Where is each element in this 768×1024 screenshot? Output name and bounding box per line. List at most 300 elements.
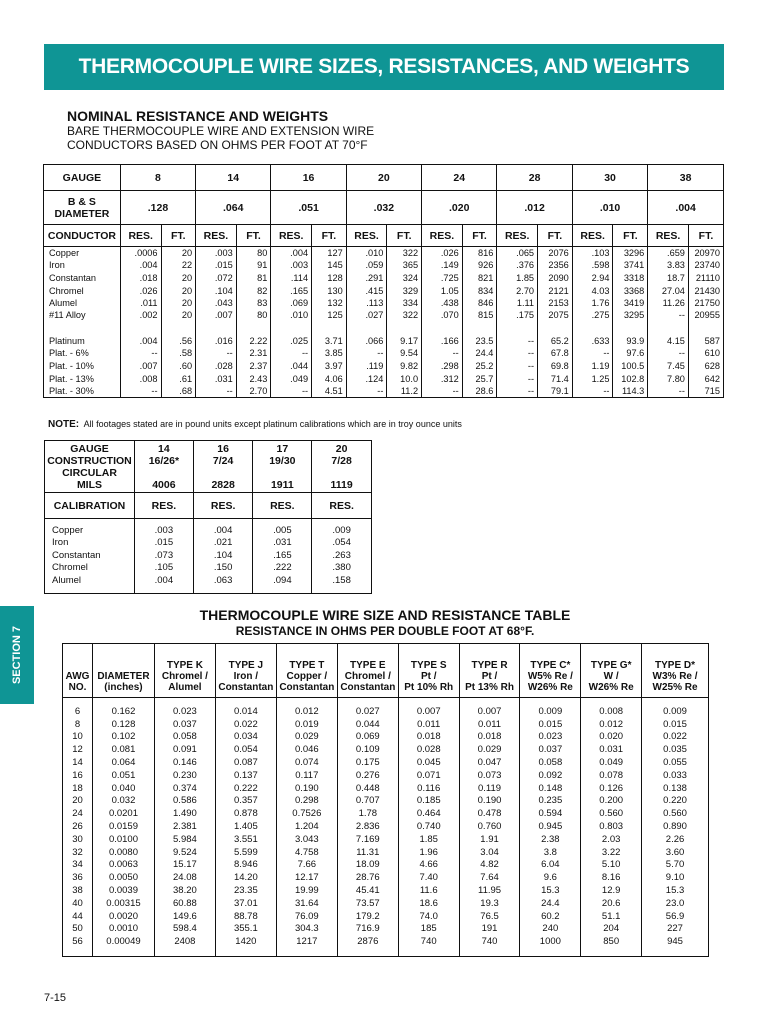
resistance-value: 0.055 xyxy=(642,757,709,770)
ft-value: 128 xyxy=(312,272,347,285)
construction-col xyxy=(312,441,372,493)
resistance-value: 2876 xyxy=(337,936,398,949)
construction-value: 7/24 xyxy=(212,454,234,467)
gauge-value: 17 xyxy=(276,442,289,455)
conductor-name: Constantan xyxy=(44,272,121,285)
res-value: .124 xyxy=(346,372,387,385)
ft-value: 3296 xyxy=(613,247,648,260)
resistance-value: 0.890 xyxy=(642,821,709,834)
resistance-value: 3.04 xyxy=(459,846,520,859)
stranded-wire-table xyxy=(44,440,372,594)
res-header: RES. xyxy=(134,493,193,519)
spacer-cell xyxy=(63,949,93,957)
res-value: .015 xyxy=(134,537,193,550)
awg-value: 36 xyxy=(63,872,93,885)
ft-value: .56 xyxy=(161,334,196,347)
resistance-value: 11.6 xyxy=(398,885,459,898)
resistance-value: 15.3 xyxy=(642,885,709,898)
mils-label: MILS xyxy=(76,478,103,491)
res-value: .415 xyxy=(346,284,387,297)
column-header xyxy=(276,644,337,698)
spacer-cell xyxy=(398,698,459,706)
res-value: .027 xyxy=(346,309,387,325)
res-value: .031 xyxy=(196,372,237,385)
diameter-row xyxy=(44,191,724,225)
res-value: .026 xyxy=(422,247,463,260)
column-header-line: W26% Re xyxy=(527,682,573,693)
spacer-cell xyxy=(92,949,154,957)
ft-value: 132 xyxy=(312,297,347,310)
ft-value: 3318 xyxy=(613,272,648,285)
type-header-row xyxy=(63,644,709,698)
res-value: 1.76 xyxy=(572,297,613,310)
ft-value: 24.4 xyxy=(462,347,497,360)
column-header xyxy=(92,644,154,698)
title-banner xyxy=(44,44,724,90)
ft-header: FT. xyxy=(387,225,422,247)
awg-value: 8 xyxy=(63,718,93,731)
column-header xyxy=(520,644,581,698)
res-value: 7.80 xyxy=(648,372,689,385)
res-value: .119 xyxy=(346,360,387,373)
resistance-value: 0.298 xyxy=(276,795,337,808)
resistance-value: 73.57 xyxy=(337,897,398,910)
resistance-value: 185 xyxy=(398,923,459,936)
awg-value: 30 xyxy=(63,833,93,846)
conductor-name: Chromel xyxy=(44,284,121,297)
resistance-value: 0.091 xyxy=(154,744,215,757)
resistance-value: 0.185 xyxy=(398,795,459,808)
table-row xyxy=(44,247,724,260)
section-tab xyxy=(0,606,34,704)
resistance-value: 6.04 xyxy=(520,859,581,872)
resistance-value: 0.012 xyxy=(276,706,337,719)
res-value: 27.04 xyxy=(648,284,689,297)
res-value: .049 xyxy=(271,372,312,385)
ft-value: 3419 xyxy=(613,297,648,310)
construction-col xyxy=(134,441,193,493)
ft-value: 65.2 xyxy=(538,334,573,347)
resistance-value: 0.033 xyxy=(642,769,709,782)
section-tab-label: SECTION 7 xyxy=(11,625,24,685)
spacer-cell xyxy=(581,949,642,957)
resistance-value: 1217 xyxy=(276,936,337,949)
res-value: .008 xyxy=(120,372,161,385)
resistance-value: 598.4 xyxy=(154,923,215,936)
calibration-name: Alumel xyxy=(45,575,135,588)
resistance-value: 12.9 xyxy=(581,885,642,898)
ft-value: 102.8 xyxy=(613,372,648,385)
table-row xyxy=(44,385,724,398)
spacer-cell xyxy=(271,325,312,334)
res-value: .010 xyxy=(271,309,312,325)
resistance-value: 7.66 xyxy=(276,859,337,872)
spacer-cell xyxy=(161,325,196,334)
resistance-value: 0.054 xyxy=(215,744,276,757)
res-value: .175 xyxy=(497,309,538,325)
construction-col xyxy=(253,441,312,493)
column-header-line: AWG xyxy=(65,671,90,682)
resistance-value: 0.092 xyxy=(520,769,581,782)
res-header: RES. xyxy=(497,225,538,247)
res-value: .312 xyxy=(422,372,463,385)
spacer-cell xyxy=(134,587,193,593)
ft-value: 4.06 xyxy=(312,372,347,385)
table-row xyxy=(63,923,709,936)
column-header-line: Copper / xyxy=(286,671,328,682)
res-value: .275 xyxy=(572,309,613,325)
resistance-value: 0.023 xyxy=(154,706,215,719)
spacer-cell xyxy=(215,698,276,706)
awg-value: 10 xyxy=(63,731,93,744)
resistance-value: 0.012 xyxy=(581,718,642,731)
resistance-value: 0.230 xyxy=(154,769,215,782)
res-value: .222 xyxy=(253,562,312,575)
ft-value: 10.0 xyxy=(387,372,422,385)
res-value: .114 xyxy=(271,272,312,285)
table-row xyxy=(63,744,709,757)
resistance-value: 0.478 xyxy=(459,808,520,821)
resistance-value: 0.087 xyxy=(215,757,276,770)
resistance-value: 0.200 xyxy=(581,795,642,808)
gauge-value: 24 xyxy=(422,165,497,191)
res-value: -- xyxy=(648,347,689,360)
res-value: .158 xyxy=(312,575,372,588)
resistance-value: 304.3 xyxy=(276,923,337,936)
column-header-line: W25% Re xyxy=(652,682,698,693)
awg-value: 32 xyxy=(63,846,93,859)
res-value: -- xyxy=(497,385,538,398)
awg-value: 12 xyxy=(63,744,93,757)
column-header-line: TYPE C* xyxy=(530,660,571,671)
resistance-value: 0.009 xyxy=(642,706,709,719)
res-value: .007 xyxy=(196,309,237,325)
column-header xyxy=(398,644,459,698)
res-value: 2.94 xyxy=(572,272,613,285)
resistance-value: 88.78 xyxy=(215,910,276,923)
ft-value: 125 xyxy=(312,309,347,325)
ft-value: 71.4 xyxy=(538,372,573,385)
ft-value: 2.43 xyxy=(236,372,271,385)
resistance-value: 0.047 xyxy=(459,757,520,770)
ft-value: 28.6 xyxy=(462,385,497,398)
conductor-name: #11 Alloy xyxy=(44,309,121,325)
spacer-cell xyxy=(613,325,648,334)
resistance-value: 1.91 xyxy=(459,833,520,846)
res-value: .005 xyxy=(253,525,312,538)
resistance-value: 5.10 xyxy=(581,859,642,872)
res-value: .165 xyxy=(271,284,312,297)
ft-value: 926 xyxy=(462,259,497,272)
construction-label: CONSTRUCTION xyxy=(47,454,132,467)
spacer-cell xyxy=(520,698,581,706)
ft-value: .68 xyxy=(161,385,196,398)
res-value: .103 xyxy=(572,247,613,260)
nominal-resistance-table xyxy=(43,164,724,398)
awg-value: 40 xyxy=(63,897,93,910)
res-value: .004 xyxy=(134,575,193,588)
resistance-value: 0.374 xyxy=(154,782,215,795)
res-value: .291 xyxy=(346,272,387,285)
spacer-cell xyxy=(398,949,459,957)
column-header-line: Constantan xyxy=(218,682,274,693)
column-header xyxy=(581,644,642,698)
resistance-value: 0.027 xyxy=(337,706,398,719)
awg-value: 56 xyxy=(63,936,93,949)
diameter-value: 0.040 xyxy=(92,782,154,795)
spacer-cell xyxy=(44,325,121,334)
diameter-value: .012 xyxy=(497,191,572,225)
resistance-value: 0.803 xyxy=(581,821,642,834)
resistance-value: 19.3 xyxy=(459,897,520,910)
construction-col xyxy=(193,441,253,493)
res-value: .298 xyxy=(422,360,463,373)
resistance-value: 0.018 xyxy=(459,731,520,744)
ft-header: FT. xyxy=(312,225,347,247)
res-value: -- xyxy=(497,334,538,347)
resistance-value: 2.26 xyxy=(642,833,709,846)
column-header-line: Iron / xyxy=(233,671,259,682)
ft-value: 67.8 xyxy=(538,347,573,360)
res-value: .438 xyxy=(422,297,463,310)
note-label: NOTE: xyxy=(48,419,80,430)
ft-value: 9.82 xyxy=(387,360,422,373)
conductor-name: Alumel xyxy=(44,297,121,310)
ft-value: 2356 xyxy=(538,259,573,272)
table-row xyxy=(63,769,709,782)
ft-value: 20 xyxy=(161,247,196,260)
ft-header: FT. xyxy=(538,225,573,247)
resistance-value: 23.35 xyxy=(215,885,276,898)
spacer-cell xyxy=(154,698,215,706)
ft-value: 2075 xyxy=(538,309,573,325)
resistance-value: 5.984 xyxy=(154,833,215,846)
res-value: -- xyxy=(271,347,312,360)
res-value: .094 xyxy=(253,575,312,588)
table-row xyxy=(63,731,709,744)
ft-header: FT. xyxy=(161,225,196,247)
table-row xyxy=(44,309,724,325)
ft-value: 2.37 xyxy=(236,360,271,373)
note-text: All footages stated are in pound units except platinum calibrations which are in troy ounce units xyxy=(83,419,462,429)
resistance-value: 0.037 xyxy=(520,744,581,757)
table-row xyxy=(63,910,709,923)
resistance-value: 19.99 xyxy=(276,885,337,898)
ft-value: 322 xyxy=(387,309,422,325)
res-value: .725 xyxy=(422,272,463,285)
table-row xyxy=(63,706,709,719)
awg-value: 6 xyxy=(63,706,93,719)
resistance-value: 0.034 xyxy=(215,731,276,744)
resistance-value: 0.035 xyxy=(642,744,709,757)
ft-value: 11.2 xyxy=(387,385,422,398)
page-title: THERMOCOUPLE WIRE SIZES, RESISTANCES, AND WEIGHTS xyxy=(78,55,690,78)
res-value: .070 xyxy=(422,309,463,325)
resistance-value: 37.01 xyxy=(215,897,276,910)
diameter-value: 0.162 xyxy=(92,706,154,719)
column-header-line: W / xyxy=(603,671,619,682)
calibration-name: Iron xyxy=(45,537,135,550)
diameter-value: 0.0080 xyxy=(92,846,154,859)
resistance-value: 15.3 xyxy=(520,885,581,898)
spacer-cell xyxy=(688,325,723,334)
column-header-line: (inches) xyxy=(104,682,143,693)
resistance-value: 227 xyxy=(642,923,709,936)
res-value: .003 xyxy=(271,259,312,272)
column-header-line: Pt 10% Rh xyxy=(404,682,454,693)
ft-value: 610 xyxy=(688,347,723,360)
resistance-value: 0.015 xyxy=(520,718,581,731)
resistance-value: 0.235 xyxy=(520,795,581,808)
column-header xyxy=(63,644,93,698)
res-value: .003 xyxy=(134,525,193,538)
resistance-value: 14.20 xyxy=(215,872,276,885)
diameter-value: 0.0159 xyxy=(92,821,154,834)
resistance-value: 0.7526 xyxy=(276,808,337,821)
spacer-cell xyxy=(459,698,520,706)
ft-header: FT. xyxy=(613,225,648,247)
ft-value: 3741 xyxy=(613,259,648,272)
ft-value: 22 xyxy=(161,259,196,272)
resistance-value: 60.2 xyxy=(520,910,581,923)
res-value: -- xyxy=(648,385,689,398)
res-value: 1.85 xyxy=(497,272,538,285)
res-value: .073 xyxy=(134,550,193,563)
column-header xyxy=(154,644,215,698)
ft-value: 815 xyxy=(462,309,497,325)
awg-value: 24 xyxy=(63,808,93,821)
resistance-value: 191 xyxy=(459,923,520,936)
ft-value: 821 xyxy=(462,272,497,285)
resistance-value: 2.836 xyxy=(337,821,398,834)
res-value: 1.05 xyxy=(422,284,463,297)
mils-value: 4006 xyxy=(152,478,176,491)
table-row xyxy=(63,897,709,910)
res-value: .165 xyxy=(253,550,312,563)
ft-value: 2.22 xyxy=(236,334,271,347)
res-header: RES. xyxy=(572,225,613,247)
column-header xyxy=(459,644,520,698)
res-header: RES. xyxy=(422,225,463,247)
ft-value: .58 xyxy=(161,347,196,360)
res-value: .072 xyxy=(196,272,237,285)
ft-value: 25.2 xyxy=(462,360,497,373)
resistance-value: 1420 xyxy=(215,936,276,949)
res-value: .104 xyxy=(193,550,253,563)
column-header-line: Constantan xyxy=(279,682,335,693)
ft-value: 80 xyxy=(236,309,271,325)
ft-value: 9.54 xyxy=(387,347,422,360)
section3-heading: THERMOCOUPLE WIRE SIZE AND RESISTANCE TABLE xyxy=(199,607,571,623)
diameter-value: .051 xyxy=(271,191,346,225)
gauge-value: 16 xyxy=(271,165,346,191)
construction-value: 19/30 xyxy=(269,454,296,467)
resistance-value: 9.524 xyxy=(154,846,215,859)
ft-value: 334 xyxy=(387,297,422,310)
resistance-value: 5.599 xyxy=(215,846,276,859)
awg-value: 44 xyxy=(63,910,93,923)
res-value: .104 xyxy=(196,284,237,297)
res-value: .063 xyxy=(193,575,253,588)
resistance-value: 0.448 xyxy=(337,782,398,795)
resistance-value: 0.022 xyxy=(642,731,709,744)
resistance-value: 11.31 xyxy=(337,846,398,859)
table-row xyxy=(44,259,724,272)
mils-value: 2828 xyxy=(211,478,235,491)
spacer-cell xyxy=(92,698,154,706)
resistance-value: 23.0 xyxy=(642,897,709,910)
resistance-value: 0.740 xyxy=(398,821,459,834)
spacer-cell xyxy=(312,587,372,593)
resistance-value: 0.073 xyxy=(459,769,520,782)
spacer-cell xyxy=(337,698,398,706)
res-value: -- xyxy=(572,347,613,360)
construction-value: 7/28 xyxy=(331,454,352,467)
table-row xyxy=(45,550,372,563)
resistance-value: 0.878 xyxy=(215,808,276,821)
awg-value: 50 xyxy=(63,923,93,936)
res-header: RES. xyxy=(120,225,161,247)
resistance-value: 3.551 xyxy=(215,833,276,846)
res-value: -- xyxy=(422,385,463,398)
ft-value: 329 xyxy=(387,284,422,297)
ft-value: 2121 xyxy=(538,284,573,297)
spacer-cell xyxy=(63,698,93,706)
diameter-value: 0.00315 xyxy=(92,897,154,910)
resistance-value: 0.069 xyxy=(337,731,398,744)
ft-value: 23740 xyxy=(688,259,723,272)
section1-subheading xyxy=(67,124,467,152)
table-row xyxy=(63,757,709,770)
resistance-value: 12.17 xyxy=(276,872,337,885)
spacer-cell xyxy=(572,325,613,334)
res-value: .015 xyxy=(196,259,237,272)
gauge-value: 38 xyxy=(648,165,724,191)
res-header: RES. xyxy=(346,225,387,247)
conductor-name: Plat. - 10% xyxy=(44,360,121,373)
spacer-cell xyxy=(422,325,463,334)
ft-value: 2.31 xyxy=(236,347,271,360)
awg-value: 26 xyxy=(63,821,93,834)
res-value: .026 xyxy=(120,284,161,297)
res-value: .054 xyxy=(312,537,372,550)
table-row xyxy=(63,821,709,834)
column-header-line: TYPE G* xyxy=(590,660,632,671)
resistance-value: 0.011 xyxy=(398,718,459,731)
resistance-value: 0.020 xyxy=(581,731,642,744)
res-value: .113 xyxy=(346,297,387,310)
diameter-value: .004 xyxy=(648,191,724,225)
resistance-value: 51.1 xyxy=(581,910,642,923)
ft-value: 81 xyxy=(236,272,271,285)
construction-labels xyxy=(45,441,135,493)
calibration-header-row xyxy=(45,493,372,519)
resistance-value: 0.014 xyxy=(215,706,276,719)
ft-value: 9.17 xyxy=(387,334,422,347)
column-header-line: Alumel xyxy=(168,682,202,693)
resistance-value: 1.204 xyxy=(276,821,337,834)
resistance-value: 8.946 xyxy=(215,859,276,872)
table-row xyxy=(45,562,372,575)
resistance-value: 1000 xyxy=(520,936,581,949)
gauge-value: 20 xyxy=(346,165,421,191)
ft-value: 365 xyxy=(387,259,422,272)
resistance-value: 0.031 xyxy=(581,744,642,757)
res-value: .018 xyxy=(120,272,161,285)
resistance-value: 0.220 xyxy=(642,795,709,808)
spacer-cell xyxy=(312,325,347,334)
gauge-value: 28 xyxy=(497,165,572,191)
